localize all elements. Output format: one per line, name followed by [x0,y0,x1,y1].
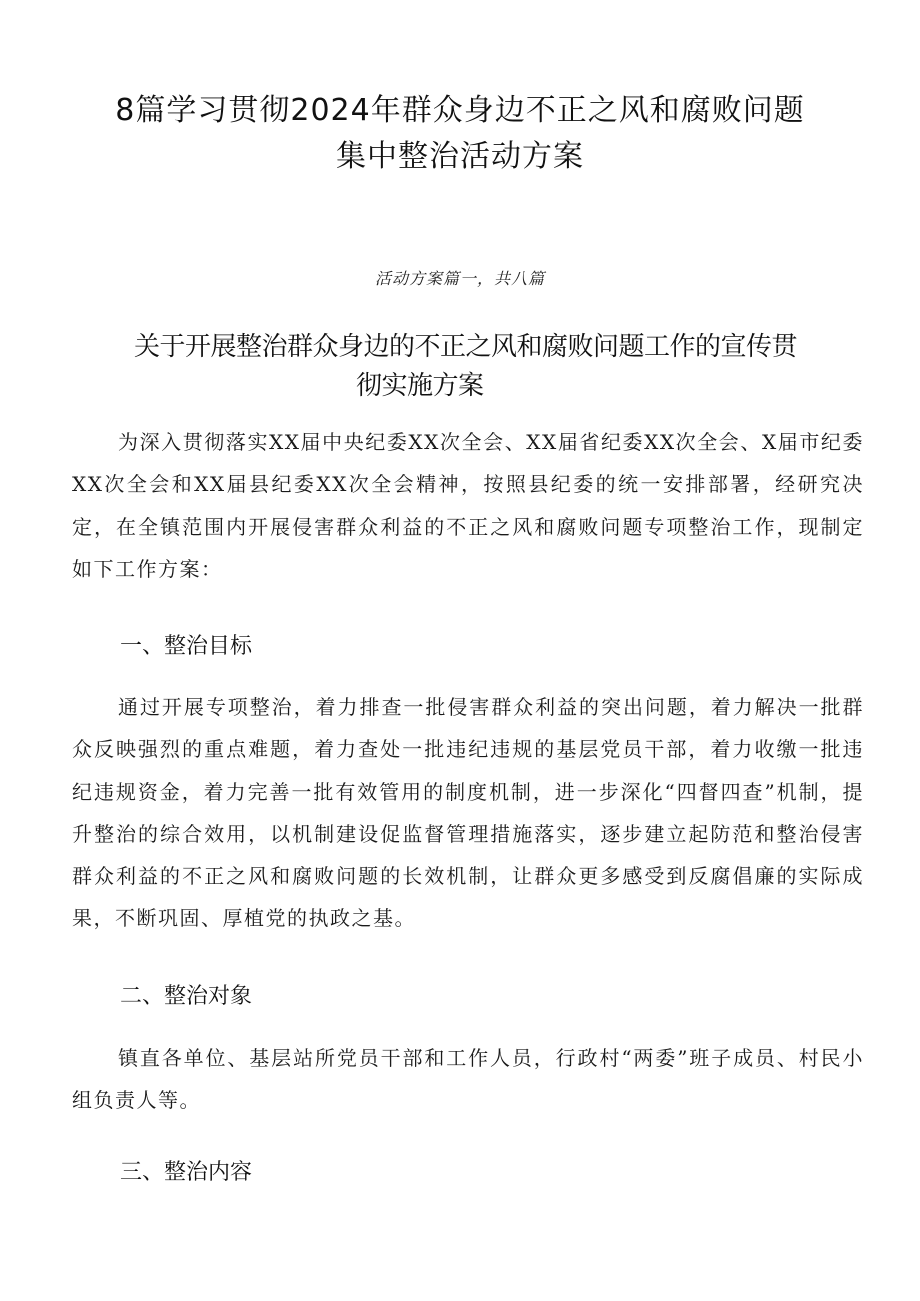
section-body-targets: 镇直各单位、基层站所党员干部和工作人员，行政村“两委”班子成员、村民小组负责人等。 [72,1046,864,1113]
section-heading-goals: 一、整治目标 [120,634,253,659]
part-label: 活动方案篇一，共八篇 [374,269,545,288]
document-title-line-1: 8篇学习贯彻2024年群众身边不正之风和腐败问题 [115,93,805,128]
section-heading-content: 三、整治内容 [120,1160,253,1185]
document-title-line-2: 集中整治活动方案 [336,139,584,174]
intro-paragraph: 为深入贯彻落实XX届中央纪委XX次全会、XX届省纪委XX次全会、X届市纪委XX次全会和XX届县纪委XX次全会精神，按照县纪委的统一安排部署，经研究决定，在全镇范围内开展侵害群众利益的不正之风和腐败问题专项整治工作，现制定如下工作方案： [72,430,864,581]
subtitle-line-2: 彻实施方案 [356,371,484,401]
section-heading-targets: 二、整治对象 [120,984,253,1009]
section-body-goals: 通过开展专项整治，着力排查一批侵害群众利益的突出问题，着力解决一批群众反映强烈的重点难题，着力查处一批违纪违规的基层党员干部，着力收缴一批违纪违规资金，着力完善一批有效管用的制度机制，进一步深化“四督四查”机制，提升整治的综合效用，以机制建设促监督管理措施落实，逐步建立起防范和整治侵害群众利益的不正之风和腐败问题的长效机制，让群众更多感受到反腐倡廉的实际成果，不断巩固、厚植党的执政之基。 [72,695,864,931]
subtitle-line-1: 关于开展整治群众身边的不正之风和腐败问题工作的宣传贯 [134,332,798,362]
